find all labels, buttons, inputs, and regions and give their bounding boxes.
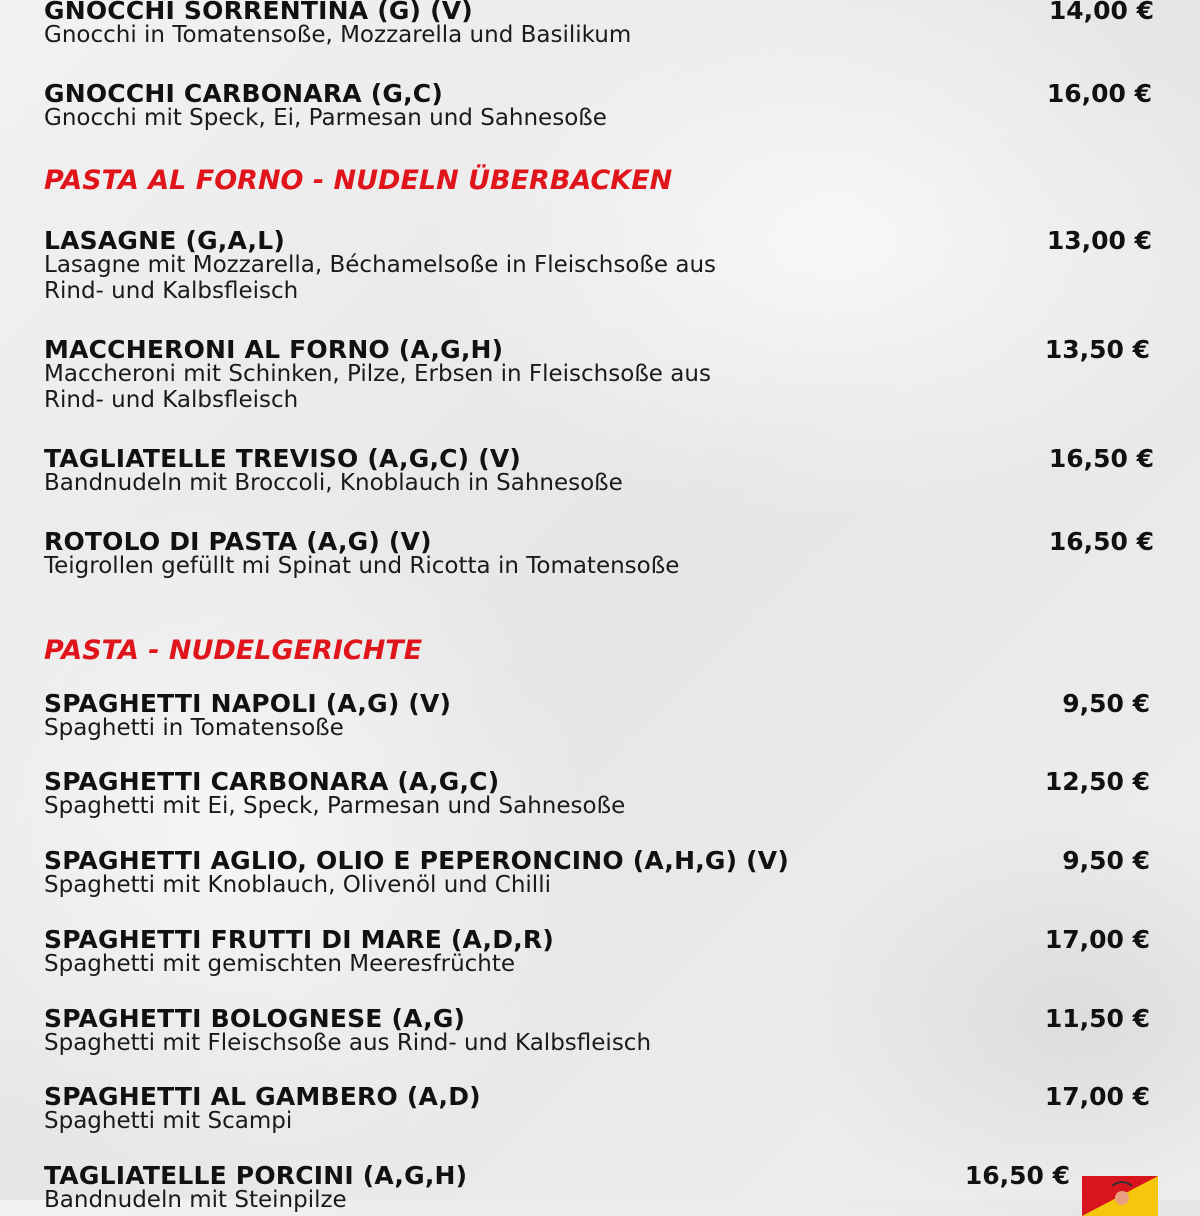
item-name: GNOCCHI SORRENTINA (G) (V) <box>44 0 473 25</box>
item-name: SPAGHETTI CARBONARA (A,G,C) <box>44 767 500 796</box>
item-price: 9,50 € <box>1062 689 1150 718</box>
item-description: Spaghetti mit Knoblauch, Olivenöl und Chilli <box>44 872 551 898</box>
item-price: 14,00 € <box>1048 0 1154 25</box>
item-description: Bandnudeln mit Steinpilze <box>44 1187 347 1213</box>
section-heading-nudelgerichte: PASTA - NUDELGERICHTE <box>44 635 423 666</box>
item-description: Spaghetti mit Fleischsoße aus Rind- und Kalbsfleisch <box>44 1030 652 1056</box>
item-price: 13,00 € <box>1046 226 1152 255</box>
item-name: LASAGNE (G,A,L) <box>44 226 285 255</box>
item-description: Gnocchi mit Speck, Ei, Parmesan und Sahnesoße <box>44 105 607 131</box>
item-description: Teigrollen gefüllt mi Spinat und Ricotta in Tomatensoße <box>44 553 680 579</box>
item-price: 11,50 € <box>1044 1004 1150 1033</box>
item-price: 16,50 € <box>964 1161 1070 1190</box>
section-heading-pasta-al-forno: PASTA AL FORNO - NUDELN ÜBERBACKEN <box>44 165 673 196</box>
item-name: TAGLIATELLE PORCINI (A,G,H) <box>44 1161 468 1190</box>
item-price: 12,50 € <box>1044 767 1150 796</box>
trinacria-flag-icon <box>1082 1176 1158 1216</box>
item-description: Gnocchi in Tomatensoße, Mozzarella und Basilikum <box>44 22 632 48</box>
item-name: MACCHERONI AL FORNO (A,G,H) <box>44 335 504 364</box>
item-description: Spaghetti mit Scampi <box>44 1108 293 1134</box>
item-price: 9,50 € <box>1062 846 1150 875</box>
item-description: Maccheroni mit Schinken, Pilze, Erbsen in Fleischsoße aus Rind- und Kalbsfleisch <box>44 361 711 413</box>
item-name: SPAGHETTI BOLOGNESE (A,G) <box>44 1004 466 1033</box>
item-description: Bandnudeln mit Broccoli, Knoblauch in Sahnesoße <box>44 470 623 496</box>
item-price: 17,00 € <box>1044 925 1150 954</box>
item-price: 16,00 € <box>1046 79 1152 108</box>
item-price: 16,50 € <box>1048 444 1154 473</box>
item-name: SPAGHETTI AGLIO, OLIO E PEPERONCINO (A,H,G) (V) <box>44 846 789 875</box>
item-name: SPAGHETTI FRUTTI DI MARE (A,D,R) <box>44 925 554 954</box>
item-name: SPAGHETTI NAPOLI (A,G) (V) <box>44 689 452 718</box>
item-name: ROTOLO DI PASTA (A,G) (V) <box>44 527 432 556</box>
item-description: Spaghetti in Tomatensoße <box>44 715 344 741</box>
item-price: 16,50 € <box>1048 527 1154 556</box>
item-price: 13,50 € <box>1044 335 1150 364</box>
item-description: Spaghetti mit gemischten Meeresfrüchte <box>44 951 516 977</box>
item-description: Spaghetti mit Ei, Speck, Parmesan und Sahnesoße <box>44 793 626 819</box>
item-name: TAGLIATELLE TREVISO (A,G,C) (V) <box>44 444 522 473</box>
item-name: SPAGHETTI AL GAMBERO (A,D) <box>44 1082 481 1111</box>
item-name: GNOCCHI CARBONARA (G,C) <box>44 79 443 108</box>
item-description: Lasagne mit Mozzarella, Béchamelsoße in Fleischsoße aus Rind- und Kalbsfleisch <box>44 252 716 304</box>
item-price: 17,00 € <box>1044 1082 1150 1111</box>
